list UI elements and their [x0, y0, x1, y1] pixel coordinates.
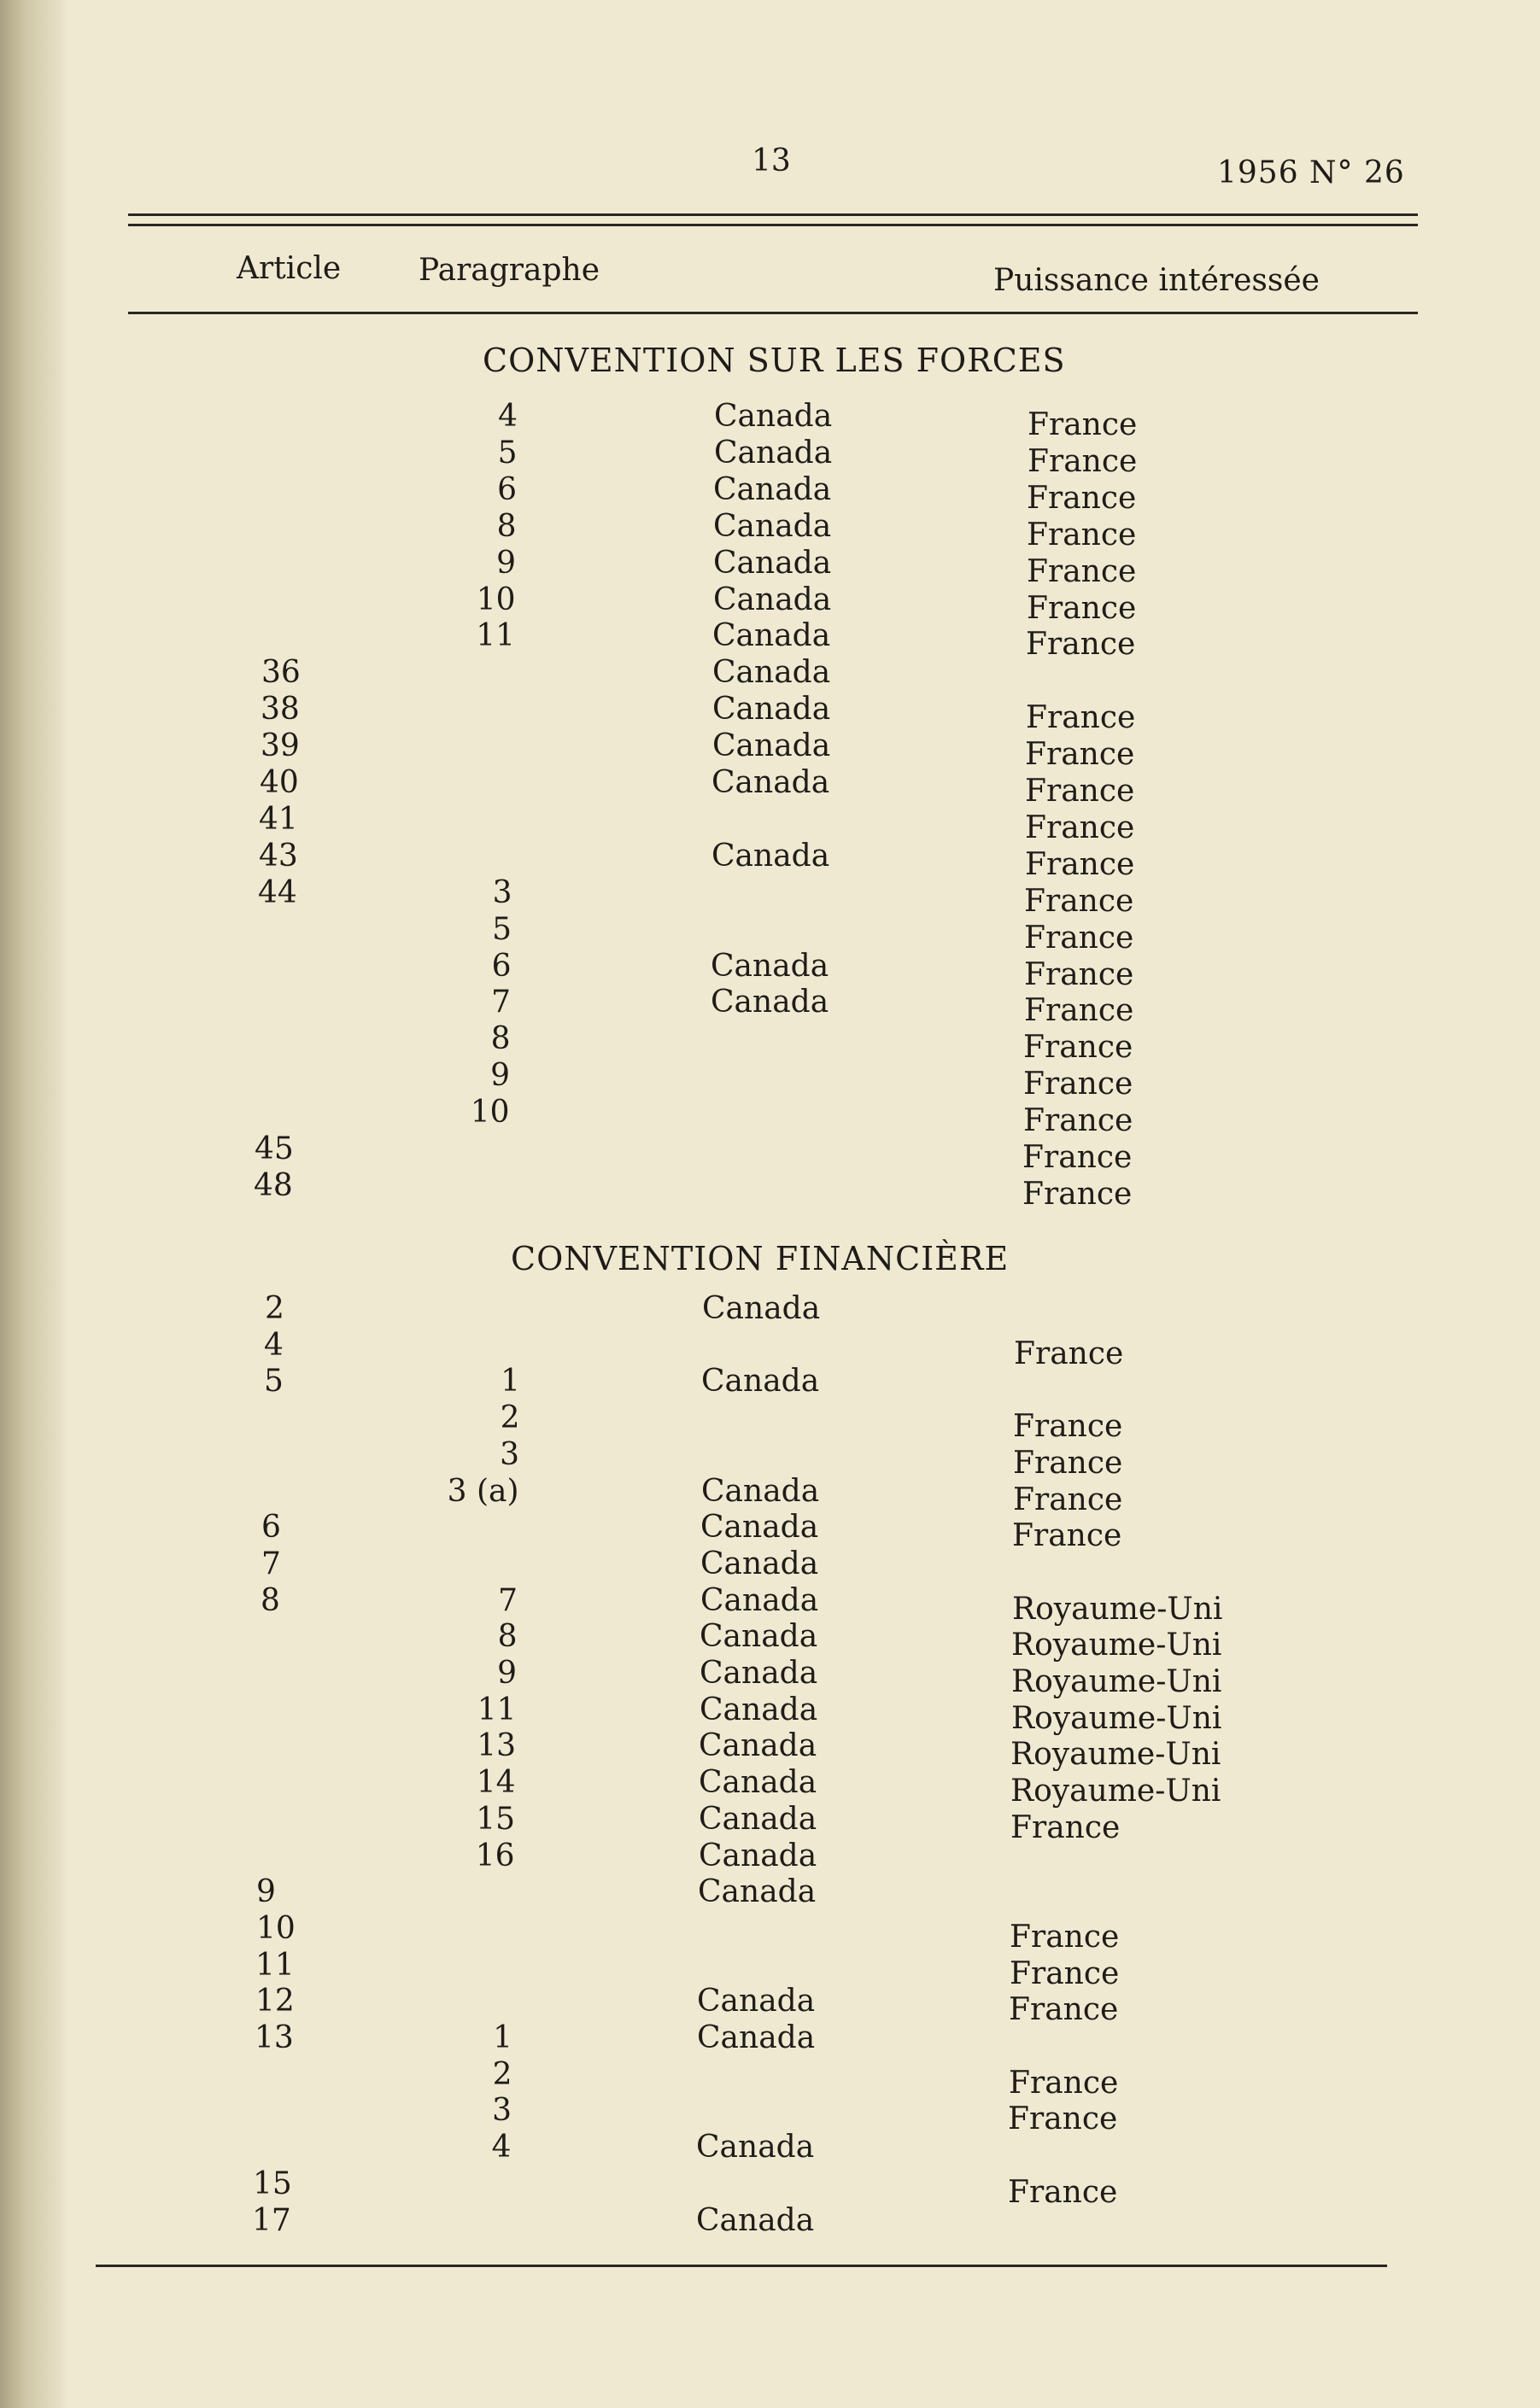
document-id: 1956 N° 26	[1217, 155, 1405, 190]
row-paragraph: 9	[490, 1058, 510, 1093]
row-power-canada: Canada	[700, 1546, 819, 1581]
row-article: 6	[261, 1510, 281, 1545]
row-power-canada: Canada	[700, 1510, 819, 1545]
row-article: 5	[264, 1364, 284, 1399]
row-article: 4	[264, 1328, 284, 1363]
row-power-canada: Canada	[700, 1619, 818, 1654]
row-power-other: France	[1027, 481, 1137, 516]
row-power-canada: Canada	[699, 1838, 817, 1873]
row-power-canada: Canada	[713, 509, 832, 544]
row-power-other: France	[1022, 1140, 1133, 1175]
row-article: 8	[261, 1583, 280, 1618]
row-power-canada: Canada	[700, 1583, 819, 1618]
row-article: 12	[255, 1984, 295, 2019]
row-power-other: France	[1014, 1336, 1124, 1371]
row-power-canada: Canada	[711, 839, 830, 874]
row-power-other: Royaume-Uni	[1011, 1664, 1222, 1699]
row-paragraph: 2	[500, 1400, 520, 1435]
row-power-other: France	[1013, 1409, 1123, 1444]
row-power-other: Royaume-Uni	[1011, 1701, 1222, 1736]
row-paragraph: 4	[491, 2130, 512, 2165]
row-power-other: France	[1027, 554, 1137, 589]
row-power-other: France	[1010, 1920, 1120, 1955]
row-power-other: France	[1023, 1030, 1133, 1065]
row-power-canada: Canada	[696, 2130, 815, 2165]
row-paragraph: 5	[497, 435, 518, 470]
row-paragraph: 11	[476, 618, 515, 653]
row-power-canada: Canada	[698, 1874, 817, 1909]
row-power-other: France	[1023, 1103, 1133, 1138]
row-power-other: France	[1024, 957, 1134, 992]
row-power-other: France	[1008, 2175, 1118, 2210]
row-power-other: France	[1027, 591, 1137, 626]
row-paragraph: 1	[501, 1364, 520, 1399]
row-article: 15	[253, 2166, 292, 2201]
row-power-canada: Canada	[697, 2020, 816, 2055]
column-header-power: Puissance intéressée	[993, 263, 1320, 298]
row-power-canada: Canada	[714, 435, 833, 470]
row-power-other: Royaume-Uni	[1012, 1592, 1223, 1627]
row-paragraph: 10	[476, 582, 516, 617]
row-power-canada: Canada	[713, 472, 832, 507]
row-power-other: France	[1009, 2066, 1119, 2101]
row-power-other: France	[1013, 1446, 1123, 1481]
row-power-canada: Canada	[700, 1656, 818, 1691]
row-article: 7	[261, 1546, 281, 1581]
row-paragraph: 9	[496, 546, 516, 581]
row-article: 41	[259, 802, 298, 837]
bottom-rule	[96, 2265, 1387, 2267]
row-power-canada: Canada	[699, 1765, 817, 1800]
row-paragraph: 6	[497, 472, 517, 507]
row-power-canada: Canada	[713, 546, 832, 581]
row-power-other: France	[1025, 847, 1135, 882]
row-paragraph: 14	[476, 1765, 516, 1800]
row-power-other: France	[1022, 1177, 1133, 1212]
row-power-canada: Canada	[712, 728, 831, 763]
header-rule	[128, 312, 1418, 314]
row-power-other: Royaume-Uni	[1010, 1737, 1221, 1772]
page-binding-shadow	[0, 0, 68, 2408]
row-article: 2	[265, 1291, 284, 1326]
row-power-canada: Canada	[701, 1474, 820, 1509]
row-article: 39	[261, 728, 300, 763]
row-article: 45	[255, 1131, 294, 1166]
page-number: 13	[752, 143, 791, 178]
section-title-forces: CONVENTION SUR LES FORCES	[483, 342, 1066, 379]
top-rule-second	[128, 224, 1418, 226]
row-paragraph: 3 (a)	[447, 1474, 519, 1509]
row-article: 9	[256, 1874, 276, 1909]
row-power-other: France	[1023, 1067, 1133, 1102]
row-paragraph: 10	[470, 1095, 510, 1130]
row-power-canada: Canada	[714, 399, 833, 434]
row-power-other: France	[1024, 993, 1134, 1028]
row-paragraph: 7	[491, 985, 511, 1020]
row-power-other: France	[1025, 774, 1135, 809]
row-power-canada: Canada	[701, 1364, 820, 1399]
row-power-canada: Canada	[702, 1291, 821, 1326]
row-power-other: France	[1028, 444, 1138, 479]
row-power-canada: Canada	[712, 655, 831, 690]
row-article: 10	[256, 1911, 296, 1946]
row-power-canada: Canada	[700, 1692, 818, 1727]
row-power-other: France	[1026, 627, 1136, 662]
row-paragraph: 3	[492, 2093, 512, 2128]
row-paragraph: 16	[475, 1838, 515, 1873]
section-title-financial: CONVENTION FINANCIÈRE	[511, 1240, 1010, 1277]
row-power-other: Royaume-Uni	[1011, 1628, 1222, 1663]
row-power-canada: Canada	[711, 985, 829, 1020]
row-power-other: France	[1027, 517, 1137, 552]
row-article: 48	[254, 1168, 293, 1203]
row-power-canada: Canada	[699, 1728, 817, 1763]
row-paragraph: 5	[492, 912, 512, 947]
row-power-other: France	[1010, 1956, 1120, 1991]
column-header-paragraph: Paragraphe	[419, 253, 600, 288]
row-paragraph: 3	[500, 1437, 519, 1472]
column-header-article: Article	[237, 251, 342, 286]
row-article: 44	[258, 875, 297, 910]
row-power-other: France	[1025, 737, 1135, 772]
row-paragraph: 11	[477, 1692, 517, 1727]
top-rule	[128, 213, 1418, 216]
row-power-canada: Canada	[711, 765, 830, 800]
row-power-other: France	[1028, 407, 1138, 442]
row-power-canada: Canada	[711, 949, 829, 984]
row-article: 38	[261, 692, 300, 727]
row-paragraph: 15	[476, 1802, 515, 1837]
row-power-other: France	[1024, 921, 1134, 956]
row-power-other: France	[1008, 2101, 1118, 2136]
row-power-other: France	[1013, 1482, 1123, 1517]
row-power-other: France	[1010, 1810, 1121, 1845]
row-power-canada: Canada	[697, 1984, 816, 2019]
row-power-other: France	[1025, 810, 1135, 845]
row-article: 40	[260, 765, 299, 800]
row-paragraph: 9	[497, 1656, 517, 1691]
row-power-other: France	[1012, 1518, 1122, 1553]
row-article: 36	[261, 655, 301, 690]
row-power-other: France	[1026, 700, 1136, 735]
row-paragraph: 4	[498, 399, 518, 434]
row-power-canada: Canada	[712, 692, 831, 727]
row-paragraph: 8	[490, 1021, 511, 1056]
row-article: 17	[252, 2203, 291, 2238]
row-power-other: Royaume-Uni	[1010, 1774, 1221, 1809]
row-paragraph: 7	[498, 1583, 518, 1618]
row-article: 11	[255, 1948, 295, 1983]
row-paragraph: 1	[493, 2020, 512, 2055]
row-article: 43	[259, 839, 298, 874]
row-paragraph: 3	[492, 875, 512, 910]
row-power-other: France	[1009, 1992, 1119, 2027]
row-power-canada: Canada	[712, 618, 831, 653]
row-paragraph: 8	[497, 1619, 518, 1654]
row-article: 13	[255, 2020, 294, 2055]
row-power-canada: Canada	[713, 582, 832, 617]
row-paragraph: 13	[477, 1728, 516, 1763]
row-power-other: France	[1024, 884, 1134, 919]
row-paragraph: 8	[496, 509, 517, 544]
row-paragraph: 6	[491, 949, 512, 984]
row-power-canada: Canada	[696, 2203, 815, 2238]
row-paragraph: 2	[492, 2057, 512, 2092]
row-power-canada: Canada	[699, 1802, 817, 1837]
